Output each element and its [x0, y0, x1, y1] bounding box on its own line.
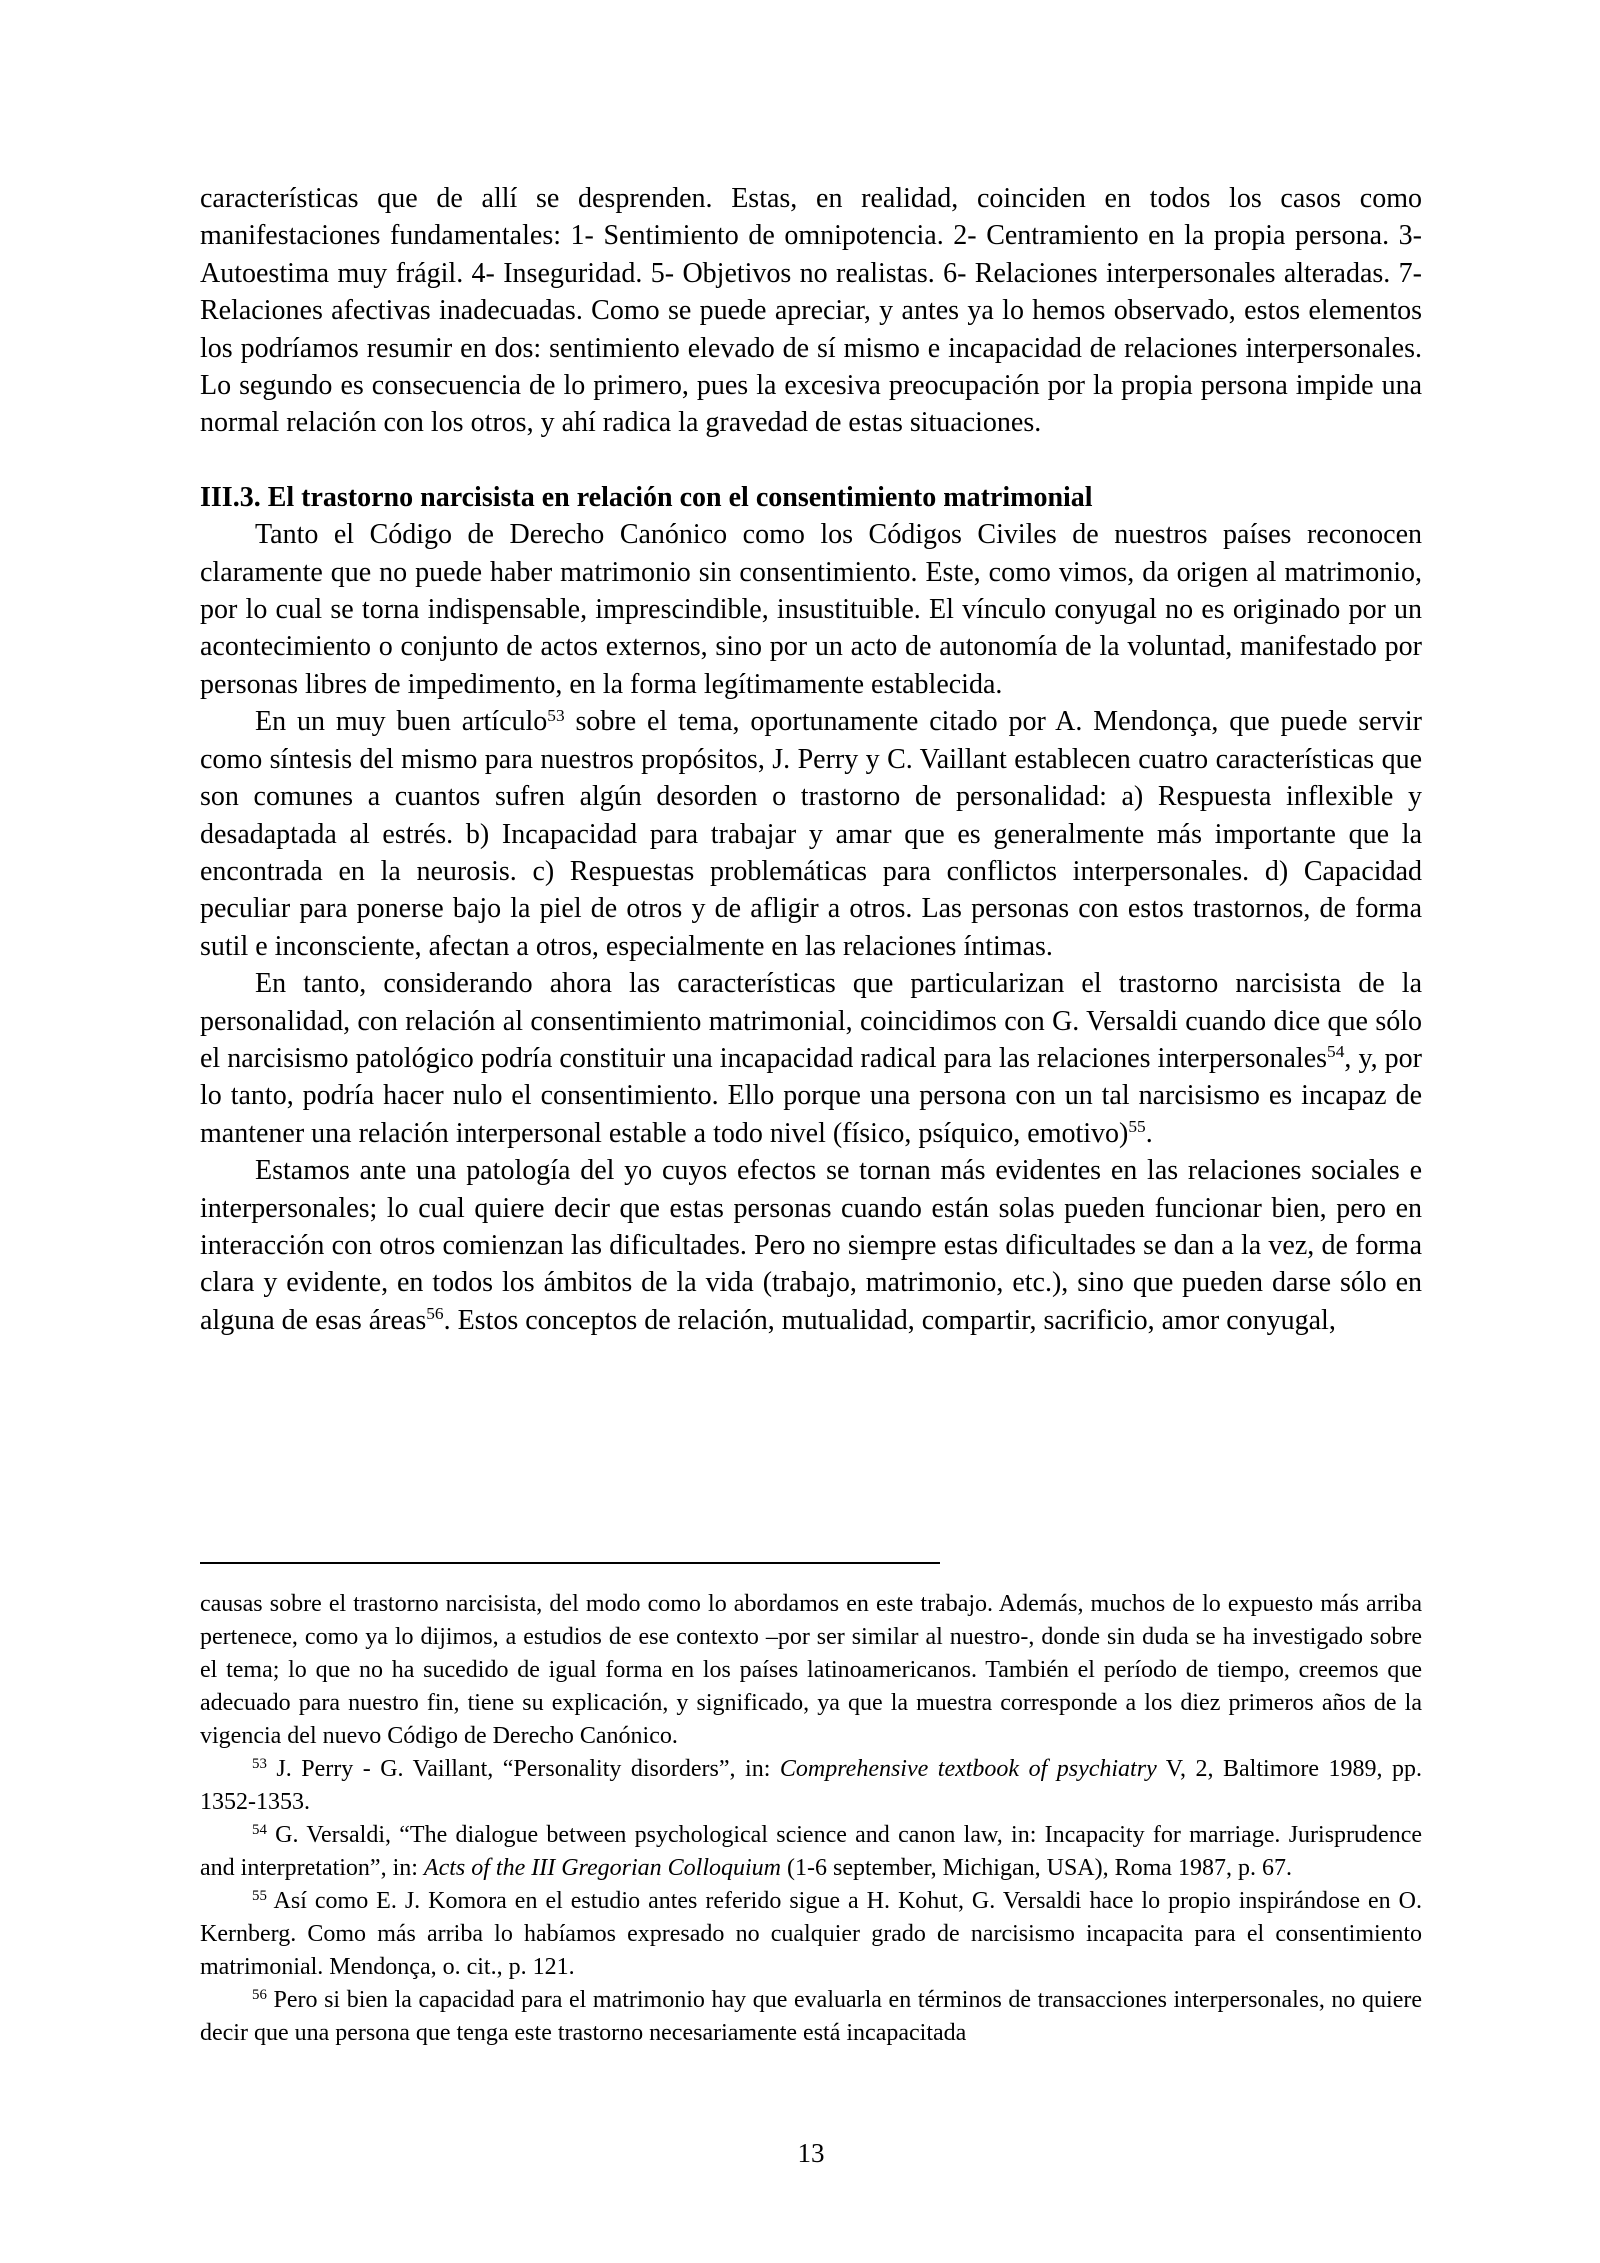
paragraph-article — [200, 703, 1422, 965]
footnote-ref-54: 54 — [1327, 1042, 1345, 1062]
footnote-ref-55: 55 — [1128, 1117, 1146, 1137]
footnote-55 — [200, 1885, 1422, 1984]
footnote-53-text-cont: V, 2, Baltimore 1989, pp. 1352-1353. — [200, 1756, 1423, 1815]
paragraph-pathology-text: Estamos ante una patología del yo cuyos efectos se tornan más evidentes en las relaciones sociales e interpersonales; lo cual quiere decir que estas personas cuando están solas pueden funcionar bien, pero en interacción con otros comienzan las dificultades. Pero no siempre estas dificultades se dan a la vez, de forma clara y evidente, en todos los ámbitos de la vida (trabajo, matrimonio, etc.), sino que pueden darse sólo en alguna de esas áreas — [200, 1155, 1422, 1336]
paragraph-consent: Tanto el Código de Derecho Canónico como los Códigos Civiles de nuestros países reconocen claramente que no puede haber matrimonio sin consentimiento. Este, como vimos, da origen al matrimonio, por lo cual se torna indispensable, imprescindible, insustituible. El vínculo conyugal no es originado por un acontecimiento o conjunto de actos externos, sino por un acto de autonomía de la voluntad, manifestado por personas libres de impedimento, en la forma legítimamente establecida. — [200, 519, 1422, 700]
footnote-ref-53: 53 — [547, 705, 565, 725]
section-heading: III.3. El trastorno narcisista en relación con el consentimiento matrimonial — [200, 481, 1093, 513]
paragraph-versaldi-text: En tanto, considerando ahora las características que particularizan el trastorno narcisista de la personalidad, con relación al consentimiento matrimonial, coincidimos con G. Versaldi cuando dice que sólo el narcisismo patológico podría constituir una incapacidad radical para las relaciones interpersonales — [200, 968, 1422, 1074]
footnote-53-italic-title: Comprehensive textbook of psychiatry — [779, 1756, 1157, 1782]
paragraph-article-text: En un muy buen artículo — [255, 706, 548, 738]
footnote-continuation: causas sobre el trastorno narcisista, del modo como lo abordamos en este trabajo. Además, muchos de lo expuesto más arriba pertenece, como ya lo dijimos, a estudios de ese contexto –por ser similar al nuestro-, donde sin duda se ha investigado sobre el tema; lo que no ha sucedido de igual forma en los países latinoamericanos. También el período de tiempo, creemos que adecuado para nuestro fin, tiene su explicación, y significado, ya que la muestra corresponde a los diez primeros años de la vigencia del nuevo Código de Derecho Canónico. — [200, 1591, 1422, 1749]
paragraph-pathology-text-cont: . Estos conceptos de relación, mutualidad, compartir, sacrificio, amor conyugal, — [443, 1304, 1336, 1336]
paragraph-pathology — [200, 1152, 1422, 1339]
footnote-separator — [200, 1562, 940, 1564]
footnote-56 — [200, 1984, 1422, 2050]
footnote-55-text: Así como E. J. Komora en el estudio antes referido sigue a H. Kohut, G. Versaldi hace lo propio inspirándose en O. Kernberg. Como más arriba lo habíamos expresado no cualquier grado de narcisismo incapacita para el consentimiento matrimonial. Mendonça, o. cit., p. 121. — [200, 1888, 1422, 1980]
paragraph-versaldi-text-mid: , y, por lo tanto, podría hacer nulo el consentimiento. Ello porque una persona con un tal narcisismo es incapaz de mantener una relación interpersonal estable a todo nivel (físico, psíquico, emotivo) — [200, 1042, 1422, 1149]
footnote-54 — [200, 1819, 1422, 1885]
page-number: 13 — [797, 2138, 825, 2168]
footnote-56-text: Pero si bien la capacidad para el matrimonio hay que evaluarla en términos de transacciones interpersonales, no quiere decir que una persona que tenga este trastorno necesariamente está incapacitada — [200, 1987, 1422, 2046]
paragraph-article-text-cont: sobre el tema, oportunamente citado por A. Mendonça, que puede servir como síntesis del mismo para nuestros propósitos, J. Perry y C. Vaillant establecen cuatro características que son comunes a cuantos sufren algún desorden o trastorno de personalidad: a) Respuesta inflexible y desadaptada al estrés. b) Incapacidad para trabajar y amar que es generalmente más importante que la encontrada en la neurosis. c) Respuestas problemáticas para conflictos interpersonales. d) Capacidad peculiar para ponerse bajo la piel de otros y de afligir a otros. Las personas con estos trastornos, de forma sutil e inconsciente, afectan a otros, especialmente en las relaciones íntimas. — [200, 706, 1423, 962]
footnote-54-text: G. Versaldi, “The dialogue between psychological science and canon law, in: Incapacity for marriage. Jurisprudence and interpretation”, in: — [200, 1822, 1422, 1881]
footnote-54-number: 54 — [252, 1821, 267, 1838]
paragraph-versaldi-text-end: . — [1145, 1117, 1153, 1149]
main-text — [200, 180, 1422, 1339]
footnote-ref-56: 56 — [426, 1304, 444, 1324]
footnote-53-text: J. Perry - G. Vaillant, “Personality disorders”, in: — [266, 1756, 780, 1782]
paragraph-versaldi — [200, 965, 1422, 1152]
footnote-54-text-cont: (1-6 september, Michigan, USA), Roma 1987, p. 67. — [781, 1855, 1292, 1881]
footnote-54-italic-title: Acts of the III Gregorian Colloquium — [423, 1855, 781, 1881]
footnote-53 — [200, 1753, 1422, 1819]
paragraph-continuation: características que de allí se desprenden. Estas, en realidad, coinciden en todos los casos como manifestaciones fundamentales: 1- Sentimiento de omnipotencia. 2- Centramiento en la propia persona. 3- Autoestima muy frágil. 4- Inseguridad. 5- Objetivos no realistas. 6- Relaciones interpersonales alteradas. 7- Relaciones afectivas inadecuadas. Como se puede apreciar, y antes ya lo hemos observado, estos elementos los podríamos resumir en dos: sentimiento elevado de sí mismo e incapacidad de relaciones interpersonales. Lo segundo es consecuencia de lo primero, pues la excesiva preocupación por la propia persona impide una normal relación con los otros, y ahí radica la gravedad de estas situaciones. — [200, 183, 1422, 439]
footnote-56-number: 56 — [252, 1986, 267, 2003]
footnote-55-number: 55 — [252, 1887, 267, 1904]
footnote-53-number: 53 — [252, 1755, 267, 1772]
footnotes-section — [200, 1562, 1422, 2050]
